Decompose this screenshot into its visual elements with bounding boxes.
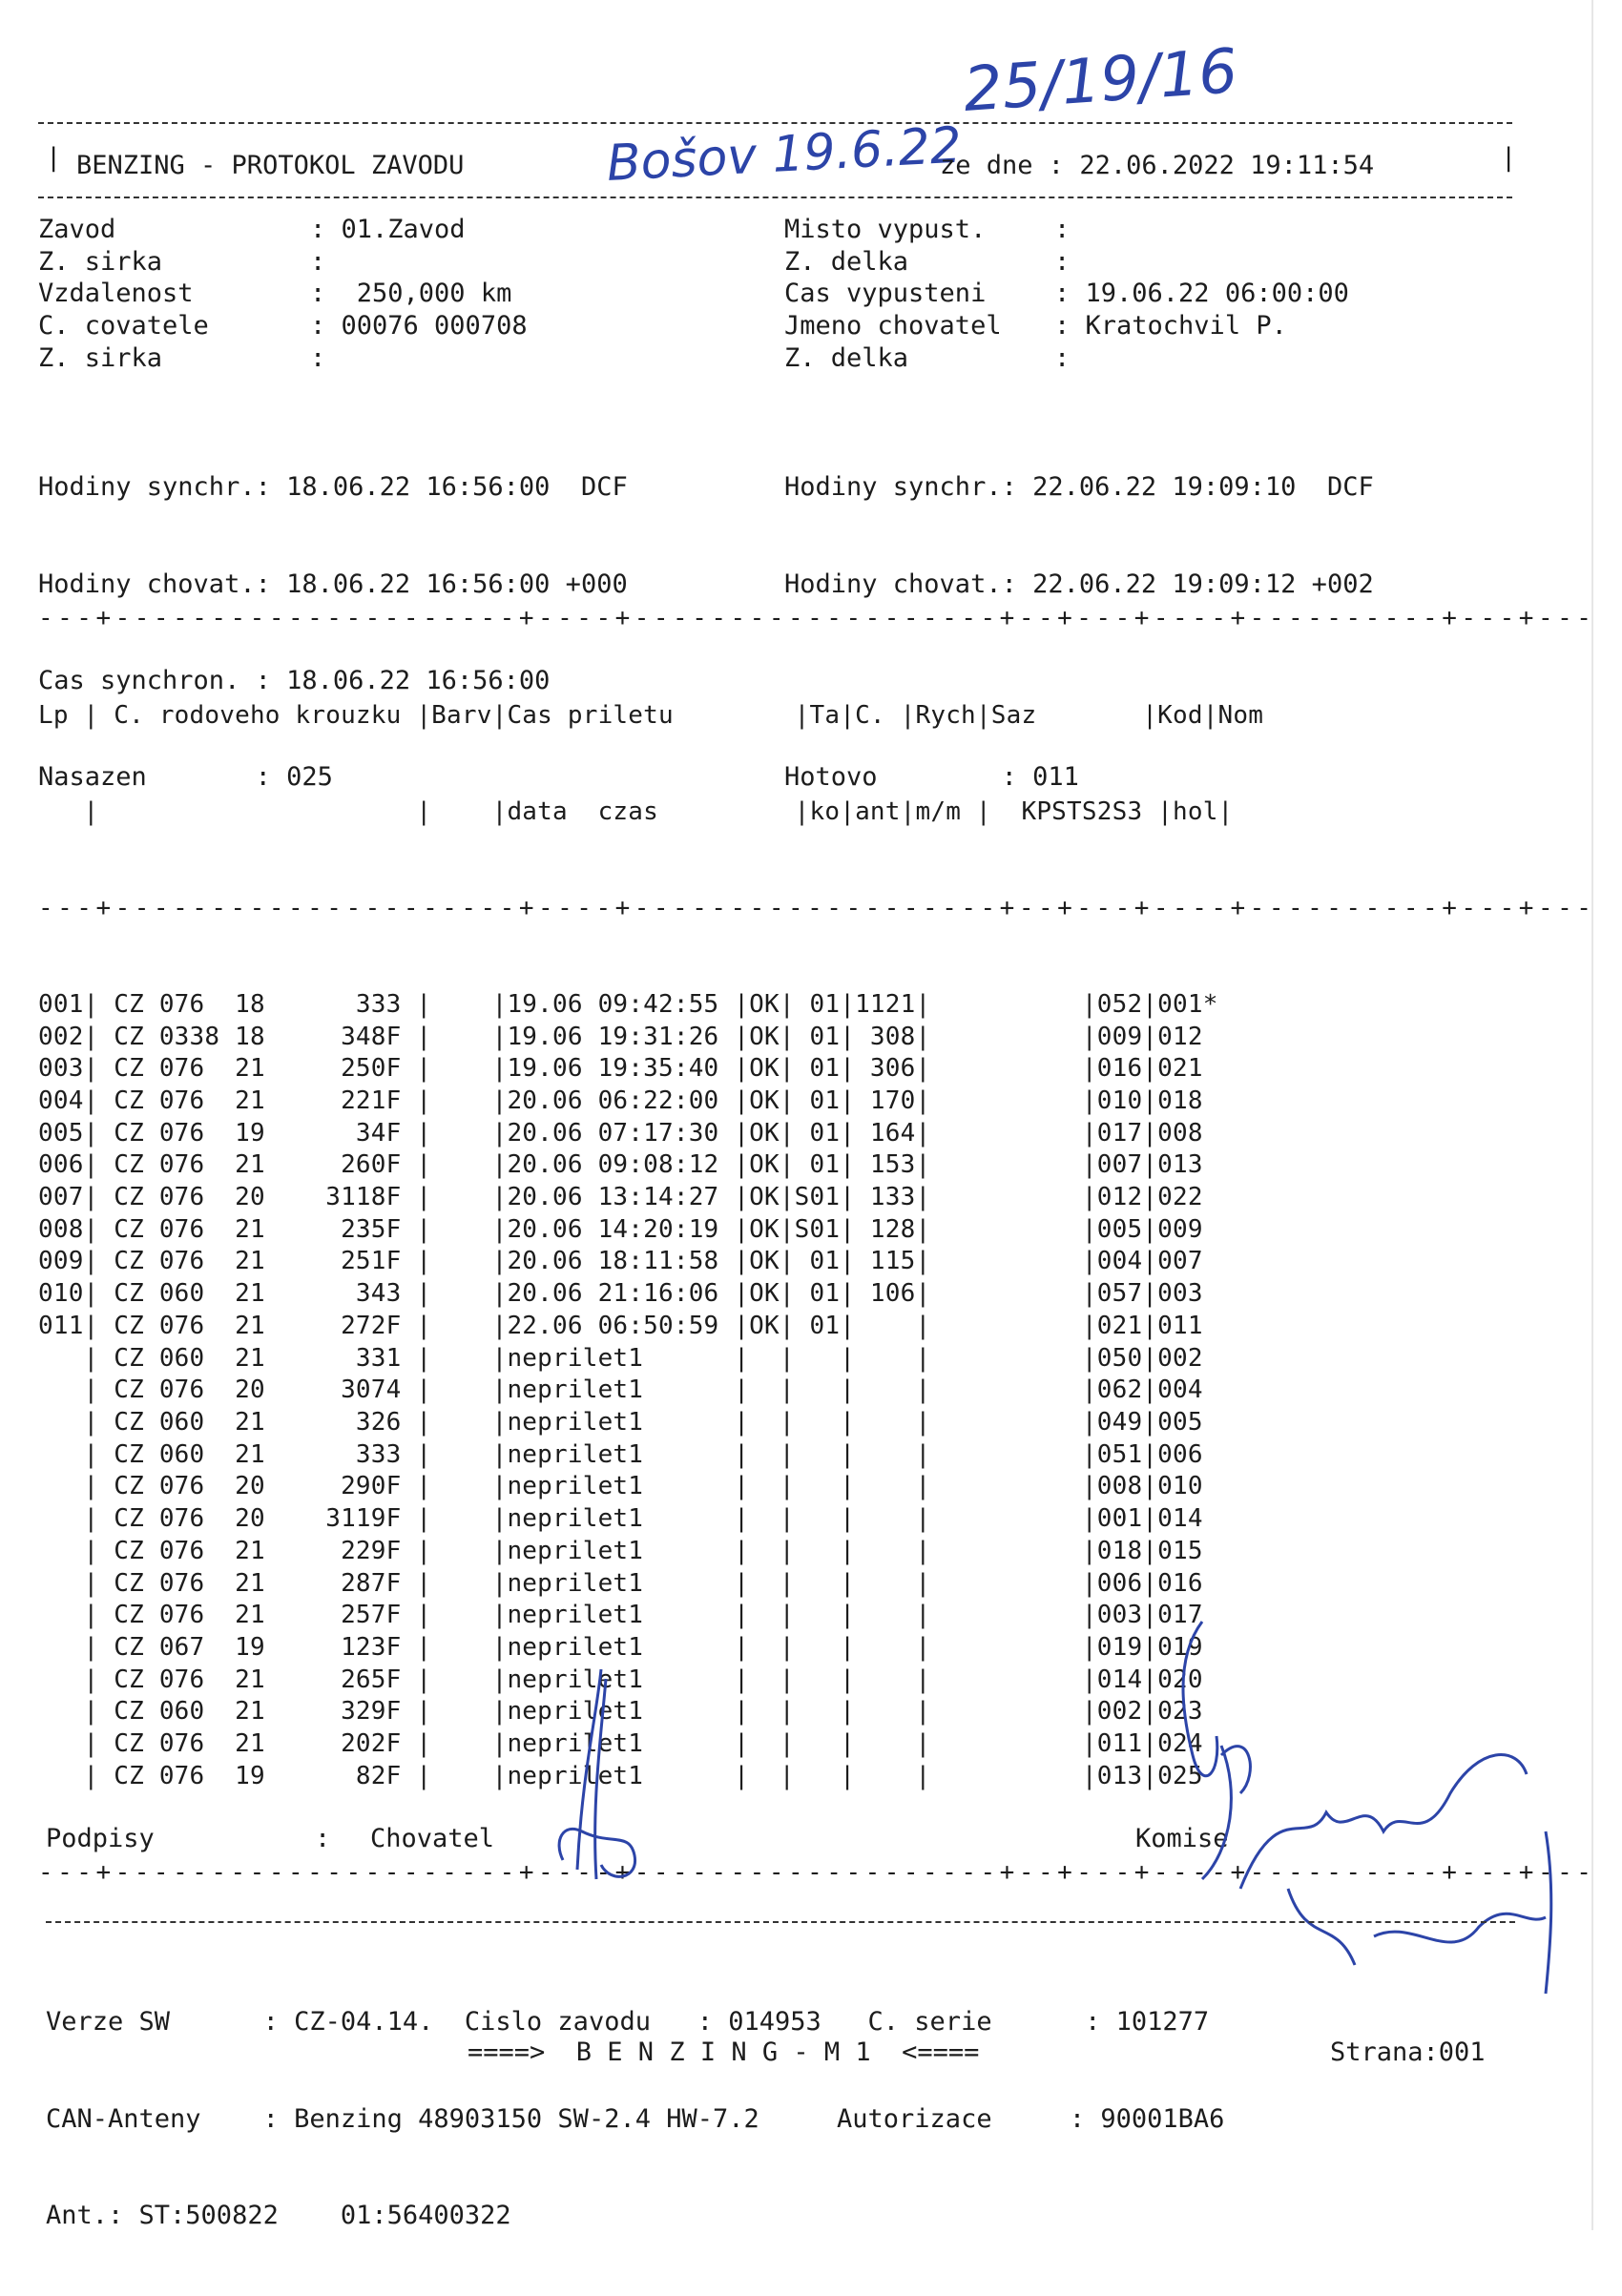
info-value: 00076 000708 (341, 311, 528, 341)
table-row: 007| CZ 076 20 3118F | |20.06 13:14:27 |OK|S01| 133| |012|022 (38, 1183, 1203, 1212)
table-row: | CZ 076 21 287F | |neprilet1 | | | | |006|016 (38, 1568, 1203, 1598)
footer (46, 1942, 1224, 2296)
sync-row: Nasazen : 025 (38, 761, 333, 792)
table-separator: ---+---------------------+----+-------------------+--+---+----+----------+---+--- (38, 893, 1596, 922)
header-date: ze dne : 22.06.2022 19:11:54 (940, 151, 1375, 180)
table-row: 010| CZ 060 21 343 | |20.06 21:16:06 |OK| 01| 106| |057|003 (38, 1279, 1203, 1309)
sync-row: Hotovo : 011 (784, 761, 1079, 792)
info-value: 19.06.22 06:00:00 (1085, 279, 1349, 309)
info-label: Cas vypusteni (784, 279, 987, 309)
table-row: | CZ 076 20 3074 | |neprilet1 | | | | |062|004 (38, 1376, 1203, 1405)
signatures-colon: : (315, 1824, 331, 1853)
table-separator: ---+---------------------+----+-------------------+--+---+----+----------+---+--- (38, 604, 1596, 633)
table-row: | CZ 076 21 257F | |neprilet1 | | | | |003|017 (38, 1601, 1203, 1630)
table-row: | CZ 076 19 82F | |neprilet1 | | | | |013|025 (38, 1761, 1203, 1790)
table-row: 009| CZ 076 21 251F | |20.06 18:11:58 |OK| 01| 115| |004|007 (38, 1247, 1203, 1276)
signatures-label (46, 1824, 155, 1853)
table-row: 008| CZ 076 21 235F | |20.06 14:20:19 |OK|S01| 128| |005|009 (38, 1214, 1203, 1244)
table-row: 005| CZ 076 19 34F | |20.06 07:17:30 |OK| 01| 164| |017|008 (38, 1118, 1203, 1148)
header-bottom-border (38, 197, 1512, 198)
sync-row: Hodiny chovat.: 22.06.22 19:09:12 +002 (784, 569, 1374, 599)
table-row: | CZ 060 21 329F | |neprilet1 | | | | |002|023 (38, 1697, 1203, 1727)
info-left (38, 214, 528, 375)
info-value: 250,000 km (341, 279, 512, 309)
table-row: | CZ 076 21 202F | |neprilet1 | | | | |011|024 (38, 1729, 1203, 1759)
table-row: | CZ 060 21 333 | |neprilet1 | | | | |051|006 (38, 1439, 1203, 1469)
info-label: Z. delka (784, 246, 909, 277)
header-left-bar: | (46, 143, 62, 173)
handwritten-header-note: Bošov 19.6.22 (605, 116, 964, 193)
committee-label: Komise (1135, 1824, 1229, 1853)
info-row: Misto vypust. : (784, 215, 1086, 244)
header-title: BENZING - PROTOKOL ZAVODU (76, 151, 465, 180)
table-header-row: | | |data czas |ko|ant|m/m | KPSTS2S3 |hol| (38, 796, 1234, 826)
footer-line: Verze SW : CZ-04.14. Cislo zavodu : 014953 C. serie : 101277 (46, 2007, 1210, 2037)
sync-row: Hodiny chovat.: 18.06.22 16:56:00 +000 (38, 569, 628, 599)
info-label: Z. sirka (38, 342, 163, 373)
table-row: | CZ 076 21 265F | |neprilet1 | | | | |014|020 (38, 1665, 1203, 1694)
header-right-bar: | (1501, 143, 1517, 173)
table-row: | CZ 060 21 326 | |neprilet1 | | | | |049|005 (38, 1407, 1203, 1437)
info-label: Misto vypust. (784, 215, 987, 244)
info-row: Z. sirka : (38, 342, 342, 373)
table-header-row: Lp | C. rodoveho krouzku |Barv|Cas priletu |Ta|C. |Rych|Saz |Kod|Nom (38, 700, 1264, 730)
info-value: Kratochvil P. (1085, 311, 1287, 341)
info-right (784, 214, 1349, 375)
table-row: 001| CZ 076 18 333 | |19.06 09:42:55 |OK| 01|1121| |052|001* (38, 989, 1218, 1019)
header-top-border (38, 122, 1512, 124)
info-row: Z. delka : (784, 246, 1086, 277)
table-row: | CZ 067 19 123F | |neprilet1 | | | | |019|019 (38, 1632, 1203, 1662)
info-label: Jmeno chovatel (784, 311, 1002, 341)
breeder-label: Chovatel (370, 1824, 495, 1853)
info-row: Jmeno chovatel : Kratochvil P. (784, 311, 1287, 341)
info-row: Zavod : 01.Zavod (38, 215, 466, 244)
table-row: 006| CZ 076 21 260F | |20.06 09:08:12 |OK| 01| 153| |007|013 (38, 1150, 1203, 1180)
info-row: Z. delka : (784, 342, 1086, 373)
info-label: Vzdalenost (38, 279, 194, 309)
table-row: | CZ 076 20 3119F | |neprilet1 | | | | |001|014 (38, 1504, 1203, 1534)
table-row: | CZ 076 21 229F | |neprilet1 | | | | |018|015 (38, 1536, 1203, 1565)
footer-page-number: Strana:001 (1330, 2037, 1486, 2067)
footer-line: CAN-Anteny : Benzing 48903150 SW-2.4 HW-7.2 Autorizace : 90001BA6 (46, 2103, 1225, 2134)
header-date-label: ze dne (940, 151, 1033, 180)
info-row: Cas vypusteni : 19.06.22 06:00:00 (784, 279, 1349, 309)
table-row: 011| CZ 076 21 272F | |22.06 06:50:59 |OK| 01| | |021|011 (38, 1311, 1203, 1340)
info-label: C. covatele (38, 311, 209, 341)
sync-row: Hodiny synchr.: 18.06.22 16:56:00 DCF (38, 472, 628, 503)
footer-brand: ====> B E N Z I N G - M 1 <==== (468, 2037, 980, 2067)
footer-separator (46, 1921, 1515, 1923)
table-row: | CZ 076 20 290F | |neprilet1 | | | | |008|010 (38, 1472, 1203, 1501)
handwritten-top-note: 25/19/16 (961, 36, 1240, 126)
header-date-value: 22.06.2022 19:11:54 (1079, 151, 1375, 180)
table-separator: ---+---------------------+----+-------------------+--+---+----+----------+---+--- (38, 1857, 1596, 1887)
sync-row: Hodiny synchr.: 22.06.22 19:09:10 DCF (784, 472, 1374, 503)
table-row: | CZ 060 21 331 | |neprilet1 | | | | |050|002 (38, 1343, 1203, 1373)
breeder-signature (544, 1660, 668, 1889)
info-label: Zavod (38, 215, 116, 244)
footer-line: Ant.: ST:500822 01:56400322 (46, 2200, 511, 2230)
info-label: Z. delka (784, 342, 909, 373)
info-row: Vzdalenost : 250,000 km (38, 279, 512, 309)
table-row: 003| CZ 076 21 250F | |19.06 19:35:40 |OK| 01| 306| |016|021 (38, 1054, 1203, 1084)
sync-row: Cas synchron. : 18.06.22 16:56:00 (38, 665, 551, 695)
info-value: 01.Zavod (341, 215, 466, 244)
info-label: Z. sirka (38, 246, 163, 277)
info-row: Z. sirka : (38, 246, 342, 277)
table-row: 002| CZ 0338 18 348F | |19.06 19:31:26 |OK| 01| 308| |009|012 (38, 1022, 1203, 1051)
info-row: C. covatele : 00076 000708 (38, 311, 528, 341)
signatures-title: Podpisy (46, 1824, 155, 1853)
table-row: 004| CZ 076 21 221F | |20.06 06:22:00 |OK| 01| 170| |010|018 (38, 1086, 1203, 1115)
